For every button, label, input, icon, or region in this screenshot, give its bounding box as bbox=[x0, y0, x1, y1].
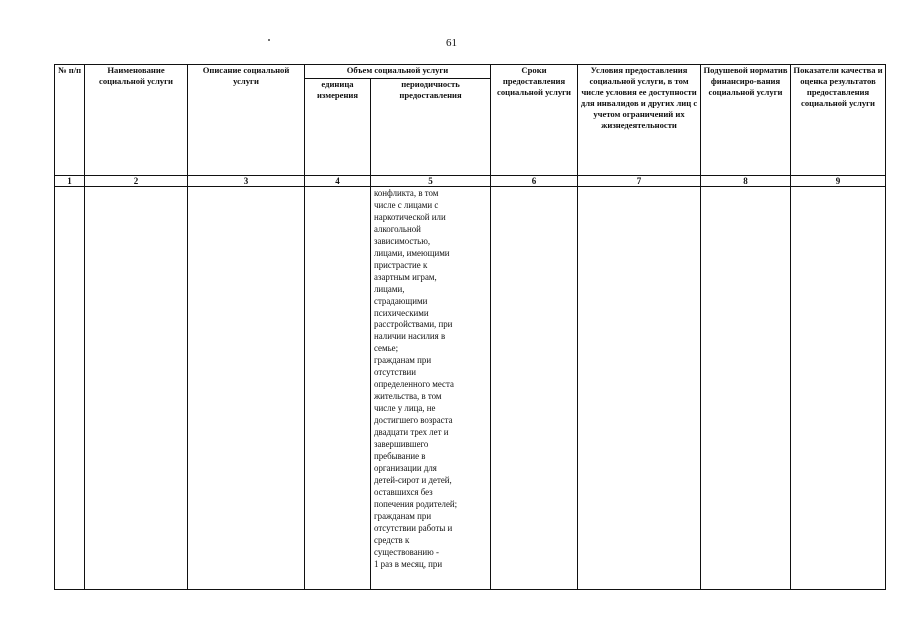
periodicity-text-line: конфликта, в том bbox=[374, 188, 439, 198]
periodicity-text-line: гражданам при bbox=[374, 355, 432, 366]
column-number: 3 bbox=[188, 176, 305, 187]
periodicity-text-line: детей-сирот и детей, bbox=[374, 474, 452, 485]
page-number: 61 bbox=[446, 37, 457, 49]
column-number: 7 bbox=[578, 176, 701, 187]
column-number-row bbox=[55, 176, 886, 187]
cell-num bbox=[55, 187, 85, 590]
header-name: Наименование социальной услуги bbox=[85, 65, 188, 176]
periodicity-text-line: отсутствии работы и bbox=[374, 522, 453, 533]
cell-periodicity bbox=[371, 187, 491, 590]
cell-terms bbox=[491, 187, 578, 590]
header-volume: Объем социальной услуги bbox=[305, 65, 491, 79]
periodicity-text-line: расстройствами, при bbox=[374, 319, 453, 330]
scan-dot bbox=[268, 39, 270, 41]
periodicity-text-line: двадцати трех лет и bbox=[374, 427, 449, 438]
periodicity-text-line: достигшего возраста bbox=[374, 415, 453, 426]
header-num: № п/п bbox=[55, 65, 85, 176]
periodicity-text-line: наличии насилия в bbox=[374, 331, 446, 342]
column-number: 4 bbox=[305, 176, 371, 187]
cell-norm bbox=[701, 187, 791, 590]
periodicity-text-line: числе у лица, не bbox=[374, 403, 436, 414]
column-number: 1 bbox=[55, 176, 85, 187]
periodicity-text-line: лицами, имеющими bbox=[374, 247, 450, 258]
periodicity-text-line: попечения родителей; bbox=[374, 498, 458, 509]
periodicity-text-line: средств к bbox=[374, 534, 410, 545]
periodicity-text-line: лицами, bbox=[374, 283, 405, 294]
periodicity-text-line: оставшихся без bbox=[374, 486, 433, 497]
column-number: 5 bbox=[371, 176, 491, 187]
periodicity-text-line: психическими bbox=[374, 307, 429, 318]
column-number: 2 bbox=[85, 176, 188, 187]
cell-unit bbox=[305, 187, 371, 590]
header-conditions: Условия предоставления социальной услуги, в том числе условия ее доступности для инвалидов и других лиц с учетом ограничений их жизнедеятельности bbox=[578, 65, 701, 176]
periodicity-text-line: числе с лицами с bbox=[374, 199, 439, 210]
header-description: Описание социальной услуги bbox=[188, 65, 305, 176]
cell-description bbox=[188, 187, 305, 590]
cell-indicators bbox=[791, 187, 886, 590]
periodicity-text-line: 1 раз в месяц, при bbox=[374, 558, 443, 569]
cell-name bbox=[85, 187, 188, 590]
periodicity-text-line: пристрастие к bbox=[374, 259, 428, 270]
periodicity-text-line: азартным играм, bbox=[374, 271, 437, 282]
header-periodicity: периодичность предоставления bbox=[371, 79, 491, 176]
header-row bbox=[55, 65, 886, 79]
body-row bbox=[55, 187, 886, 590]
periodicity-text-line: страдающими bbox=[374, 295, 428, 306]
periodicity-text-line: пребывание в bbox=[374, 450, 426, 461]
periodicity-text-line: организации для bbox=[374, 462, 437, 473]
periodicity-text-line: существованию - bbox=[374, 546, 439, 557]
cell-conditions bbox=[578, 187, 701, 590]
periodicity-text-line: наркотической или bbox=[374, 211, 446, 222]
periodicity-text-line: семье; bbox=[374, 343, 399, 354]
header-unit: единица измерения bbox=[305, 79, 371, 176]
header-indicators: Показатели качества и оценка результатов предоставления социальной услуги bbox=[791, 65, 886, 176]
periodicity-text-line: определенного места bbox=[374, 379, 454, 390]
column-number: 8 bbox=[701, 176, 791, 187]
column-number: 6 bbox=[491, 176, 578, 187]
periodicity-text-line: зависимостью, bbox=[374, 235, 431, 246]
header-terms: Сроки предоставления социальной услуги bbox=[491, 65, 578, 176]
header-norm: Подушевой норматив финансиро-вания социальной услуги bbox=[701, 65, 791, 176]
periodicity-text-line: гражданам при bbox=[374, 510, 432, 521]
column-number: 9 bbox=[791, 176, 886, 187]
periodicity-text-line: завершившего bbox=[374, 439, 429, 450]
periodicity-text-line: отсутствии bbox=[374, 367, 417, 378]
services-table bbox=[54, 64, 886, 590]
periodicity-text-line: жительства, в том bbox=[374, 391, 442, 402]
periodicity-text-line: алкогольной bbox=[374, 223, 421, 234]
